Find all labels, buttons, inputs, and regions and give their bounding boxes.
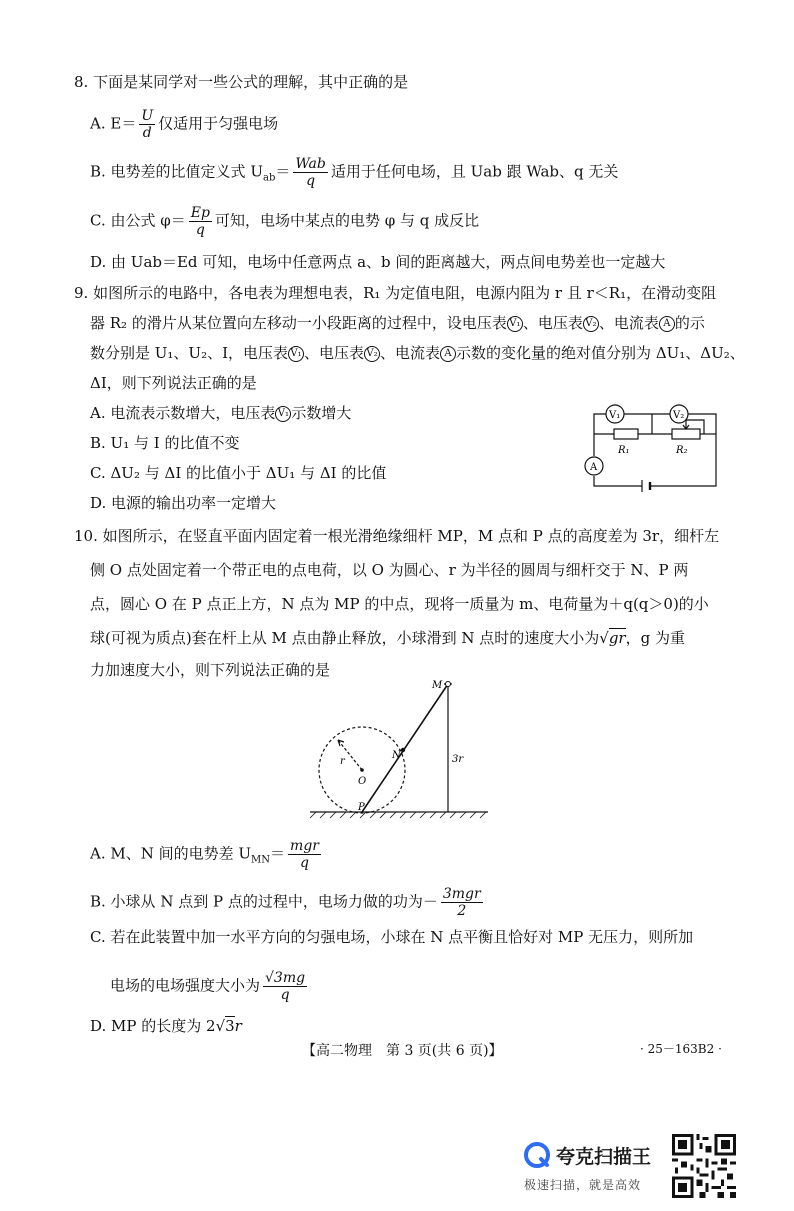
- text: 数分别是 U₁、U₂、I，电压表: [90, 344, 289, 362]
- text: D. MP 的长度为 2: [90, 1017, 216, 1035]
- label-n: N: [392, 750, 401, 761]
- subscript: ab: [262, 172, 276, 184]
- q9-option-d: D. 电源的输出功率一定增大: [90, 494, 277, 512]
- text: A. M、N 间的电势差 U: [90, 844, 252, 863]
- text: 器 R₂ 的滑片从某位置向左移动一小段距离的过程中，设电压表: [90, 314, 507, 332]
- label-o: O: [358, 776, 367, 787]
- text: 、电流表: [598, 314, 659, 332]
- fraction: [139, 108, 155, 141]
- q10-stem-line2: 侧 O 点处固定着一个带正电的点电荷，以 O 为圆心、r 为半径的圆周与细杆交于 N、P 两: [90, 561, 689, 579]
- q9-option-c: C. ΔU₂ 与 ΔI 的比值小于 ΔU₁ 与 ΔI 的比值: [90, 464, 387, 482]
- text: 球(可视为质点)套在杆上从 M 点由静止释放，小球滑到 N 点时的速度大小为: [90, 629, 600, 647]
- rod-circle-figure: [296, 674, 496, 824]
- q10-option-a: [90, 838, 324, 871]
- q10-stem-line5: 力加速度大小，则下列说法正确的是: [90, 661, 331, 679]
- text: A. 电流表示数增大，电压表: [90, 404, 276, 422]
- numerator: U: [141, 108, 154, 124]
- q9-stem-line2: [90, 313, 705, 333]
- sqrt-expression: √gr: [599, 629, 626, 647]
- q9-stem-line3: [90, 343, 745, 363]
- fraction: [189, 205, 212, 238]
- fraction: [293, 156, 327, 189]
- voltmeter-v2-symbol: V₂: [364, 346, 380, 362]
- fraction: [441, 886, 483, 919]
- q8-option-d: D. 由 Uab＝Ed 可知，电场中任意两点 a、b 间的距离越大，两点间电势差也一定越大: [90, 253, 666, 271]
- label-3r: 3r: [452, 754, 464, 765]
- page-footer-code: · 25－163B2 ·: [640, 1042, 722, 1056]
- sqrt-expression: √3: [215, 1017, 235, 1035]
- q9-stem-line1: 9. 如图所示的电路中，各电表为理想电表，R₁ 为定值电阻，电源内阻为 r 且 r＜R₁，在滑动变阻: [74, 284, 717, 302]
- text: ，g 为重: [625, 629, 685, 647]
- text: 、电压表: [522, 314, 583, 332]
- brand-logo-icon: [524, 1142, 550, 1168]
- brand-slogan: 极速扫描，就是高效: [524, 1178, 642, 1192]
- qr-code: [672, 1134, 736, 1198]
- q10-option-c-line2: [110, 970, 310, 1003]
- subscript: MN: [251, 854, 271, 866]
- denominator: 2: [457, 903, 467, 919]
- q8-c-prefix: C. 由公式 φ＝: [90, 211, 186, 230]
- denominator: q: [300, 855, 309, 871]
- voltmeter-v2-symbol: V₂: [583, 316, 599, 332]
- q8-option-a: [90, 108, 278, 141]
- fraction: [288, 838, 321, 871]
- voltmeter-v1-symbol: V₁: [507, 316, 523, 332]
- text: 示数增大: [291, 404, 352, 422]
- voltmeter-v1-symbol: V₁: [288, 346, 304, 362]
- text: 、电流表: [380, 344, 441, 362]
- text: r: [234, 1017, 242, 1035]
- numerator: mgr: [290, 838, 319, 854]
- label-p: P: [358, 802, 365, 813]
- r1-label: R₁: [618, 445, 630, 456]
- q8-b-text: 适用于任何电场，且 Uab 跟 Wab、q 无关: [330, 162, 619, 181]
- circuit-diagram: [576, 398, 726, 498]
- denominator: d: [142, 125, 152, 141]
- v2-meter-label: V₂: [673, 410, 685, 421]
- q10-stem-line4: [90, 628, 685, 648]
- numerator: 3mgr: [442, 886, 481, 902]
- q9-option-b: B. U₁ 与 I 的比值不变: [90, 434, 240, 452]
- ammeter-label: A: [590, 462, 598, 473]
- text: 电场的电场强度大小为: [110, 976, 261, 995]
- label-r: r: [340, 756, 345, 767]
- q8-a-prefix: A. E＝: [90, 114, 137, 133]
- q8-option-b: [90, 156, 618, 189]
- q10-stem-line3: 点，圆心 O 在 P 点正上方，N 点为 MP 的中点，现将一质量为 m、电荷量为＋q(q＞0)的小: [90, 595, 709, 613]
- text: 的示: [674, 314, 705, 332]
- numerator: √3mg: [265, 970, 306, 986]
- numerator: Wab: [295, 156, 326, 172]
- ammeter-symbol: A: [440, 346, 456, 362]
- q8-option-c: [90, 205, 479, 238]
- q10-option-c-line1: C. 若在此装置中加一水平方向的匀强电场，小球在 N 点平衡且恰好对 MP 无压力，则所加: [90, 928, 694, 946]
- q10-option-b: [90, 886, 486, 919]
- label-m: M: [432, 680, 443, 691]
- scanner-watermark: [518, 1138, 668, 1198]
- page-footer-center: 【高二物理 第 3 页(共 6 页)】: [302, 1043, 503, 1059]
- v1-meter-label: V₁: [609, 410, 621, 421]
- denominator: q: [195, 222, 205, 238]
- equals: ＝: [275, 162, 291, 181]
- r2-label: R₂: [676, 445, 688, 456]
- text: B. 小球从 N 点到 P 点的过程中，电场力做的功为－: [90, 892, 438, 911]
- voltmeter-v1-symbol: V₁: [275, 406, 291, 422]
- numerator: Ep: [190, 205, 210, 221]
- q10-option-d: [90, 1016, 242, 1036]
- q9-stem-line4: ΔI，则下列说法正确的是: [90, 374, 257, 392]
- brand-name: 夸克扫描王: [556, 1146, 652, 1168]
- q8-c-text: 可知，电场中某点的电势 φ 与 q 成反比: [214, 211, 480, 230]
- denominator: q: [306, 173, 316, 189]
- fraction: [263, 970, 307, 1003]
- q9-option-a: [90, 403, 351, 423]
- ammeter-symbol: A: [659, 316, 675, 332]
- text: 、电压表: [304, 344, 365, 362]
- q8-b-prefix: B. 电势差的比值定义式 U: [90, 162, 263, 181]
- q8-stem: 8. 下面是某同学对一些公式的理解，其中正确的是: [74, 73, 409, 91]
- radicand: gr: [608, 629, 626, 647]
- radicand: 3: [225, 1017, 235, 1035]
- text: 示数的变化量的绝对值分别为 ΔU₁、ΔU₂、: [456, 344, 745, 362]
- equals: ＝: [270, 844, 286, 863]
- q8-a-text: 仅适用于匀强电场: [158, 114, 279, 133]
- denominator: q: [280, 987, 290, 1003]
- q10-stem-line1: 10. 如图所示，在竖直平面内固定着一根光滑绝缘细杆 MP，M 点和 P 点的高度差为 3r，细杆左: [74, 527, 720, 545]
